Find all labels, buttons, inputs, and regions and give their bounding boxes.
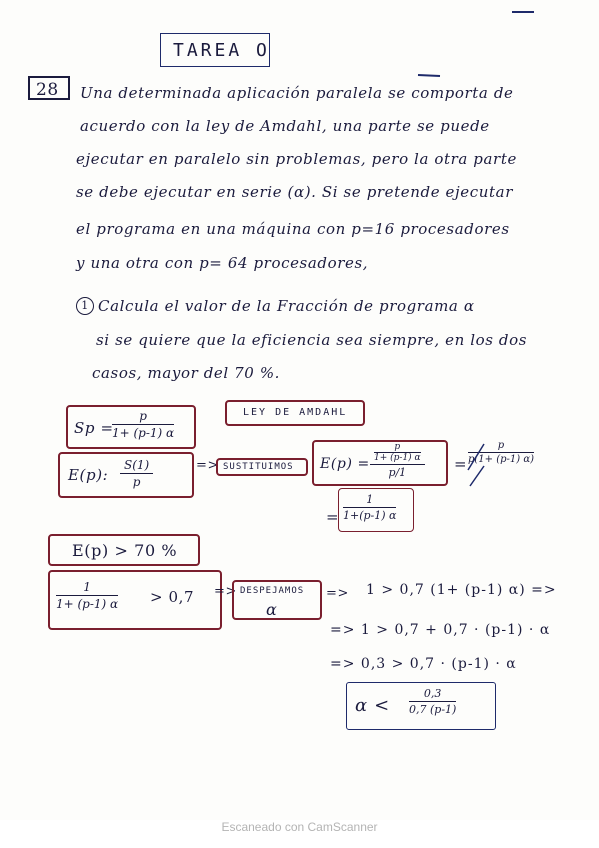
inequality-rhs: > 0,7	[150, 588, 195, 606]
speedup-label: Sp =	[74, 419, 114, 437]
substitution-bottom: p/1	[388, 466, 407, 479]
inequality-numerator: 1	[56, 580, 118, 596]
statement-line-6: y una otra con p= 64 procesadores,	[76, 254, 369, 272]
amdahl-law-label: LEY DE AMDAHL	[243, 407, 348, 418]
statement-line-2: acuerdo con la ley de Amdahl, una parte se puede	[80, 117, 490, 135]
inequality-denominator: 1+ (p-1) α	[56, 597, 119, 611]
question-line-2: si se quiere que la eficiencia sea siempre, en los dos	[96, 331, 528, 349]
pen-mark-under-title	[418, 75, 440, 76]
question-number: 1	[76, 297, 94, 315]
sustituimos-label: SUSTITUIMOS	[223, 462, 294, 472]
watermark: Escaneado con CamScanner	[221, 820, 378, 834]
equals-sign-1: =	[454, 455, 468, 473]
arrow-to-despejamos: =>	[214, 584, 237, 599]
cancelled-denominator: p(1+ (p-1) α)	[468, 454, 535, 465]
result-denominator: 1+(p-1) α	[343, 509, 397, 522]
condition-text: E(p) > 70 %	[72, 541, 178, 560]
despejamos-alpha: α	[266, 600, 278, 619]
efficiency-denominator: p	[132, 475, 141, 489]
statement-line-3: ejecutar en paralelo sin problemas, pero la otra parte	[76, 150, 517, 168]
substitution-inner-num: p	[374, 442, 421, 453]
statement-line-1: Una determinada aplicación paralela se comporta de	[80, 84, 514, 102]
cancelled-numerator: p	[468, 440, 534, 453]
question-line-1: Calcula el valor de la Fracción de programa α	[98, 297, 475, 315]
page-title: TAREA O	[173, 40, 270, 61]
final-lhs: α <	[355, 695, 390, 716]
statement-line-5: el programa en una máquina con p=16 procesadores	[76, 220, 510, 238]
arrow-to-step1: =>	[326, 586, 349, 601]
efficiency-label: E(p):	[68, 466, 109, 484]
statement-line-4: se debe ejecutar en serie (α). Si se pretende ejecutar	[76, 183, 513, 201]
substitution-label: E(p) =	[320, 456, 370, 472]
step-1: 1 > 0,7 (1+ (p-1) α) =>	[366, 582, 557, 598]
problem-number: 28	[36, 80, 59, 100]
substitution-inner-den: 1+ (p-1) α	[374, 453, 421, 463]
arrow-to-sustituimos: =>	[196, 458, 219, 473]
speedup-denominator: 1+ (p-1) α	[112, 426, 175, 440]
result-numerator: 1	[343, 493, 396, 508]
despejamos-label: DESPEJAMOS	[240, 586, 305, 596]
efficiency-numerator: S(1)	[120, 458, 153, 474]
question-line-3: casos, mayor del 70 %.	[92, 364, 281, 382]
cancel-stroke-bottom	[470, 466, 484, 486]
cancel-stroke-top	[468, 444, 484, 470]
final-numerator: 0,3	[409, 687, 456, 702]
speedup-numerator: p	[112, 409, 174, 425]
equals-sign-2: =	[326, 508, 340, 526]
step-3: => 0,3 > 0,7 · (p-1) · α	[330, 656, 517, 672]
final-denominator: 0,7 (p-1)	[409, 703, 457, 716]
step-2: => 1 > 0,7 + 0,7 · (p-1) · α	[330, 622, 551, 638]
